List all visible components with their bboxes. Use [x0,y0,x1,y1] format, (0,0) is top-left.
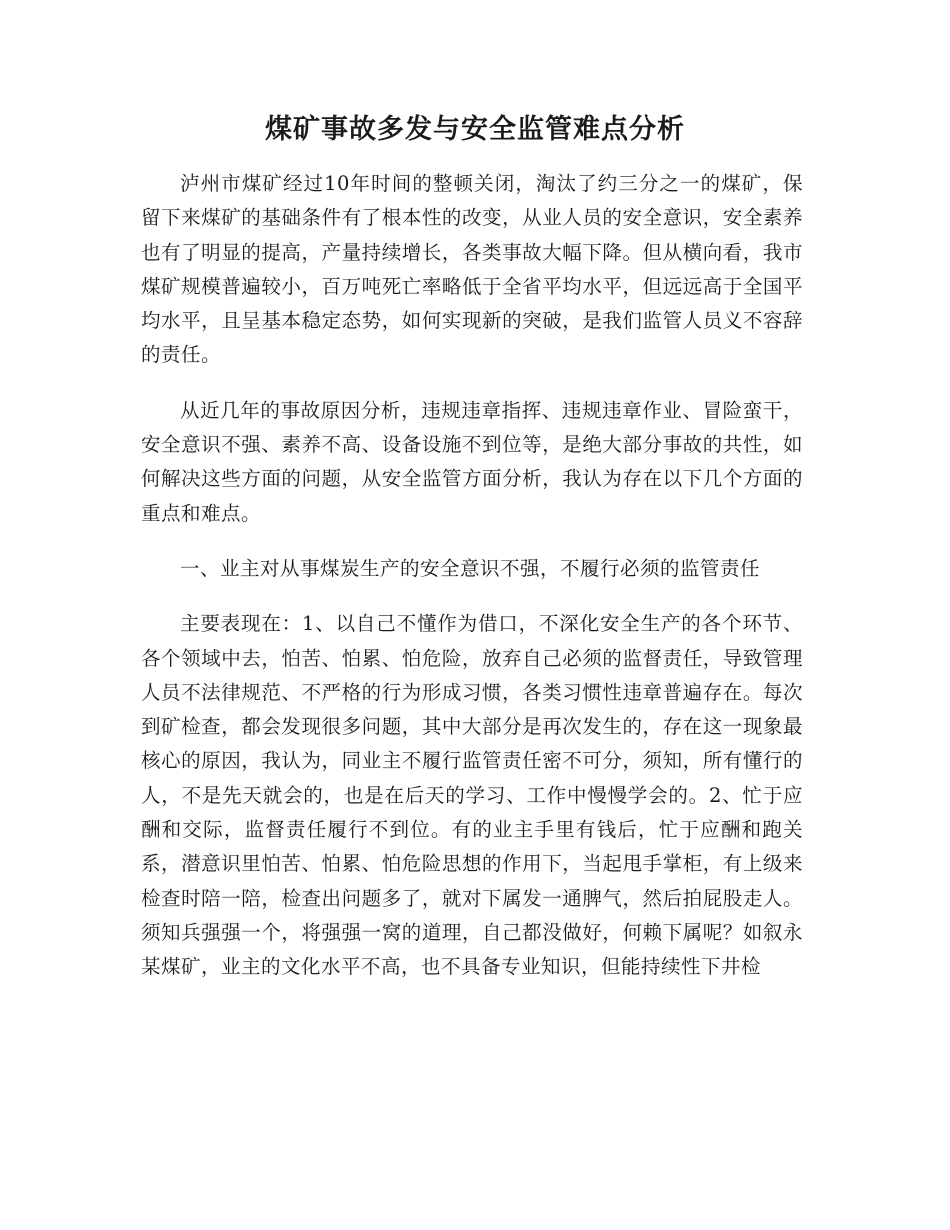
section-heading-one: 一、业主对从事煤炭生产的安全意识不强，不履行必须的监管责任 [180,556,761,580]
paragraph-causes: 从近几年的事故原因分析，违规违章指挥、违规违章作业、冒险蛮干，安全意识不强、素养不高、设备设施不到位等，是绝大部分事故的共性，如何解决这些方面的问题，从安全监管方面分析，我认为存在以下几个方面的重点和难点。 [141,398,803,525]
document-body [141,167,803,1006]
document-title: 煤矿事故多发与安全监管难点分析 [265,114,685,145]
paragraph-manifestations: 主要表现在：1、以自己不懂作为借口，不深化安全生产的各个环节、各个领域中去，怕苦、怕累、怕危险，放弃自己必须的监督责任，导致管理人员不法律规范、不严格的行为形成习惯，各类习惯性违章普遍存在。每次到矿检查，都会发现很多问题，其中大部分是再次发生的，存在这一现象最核心的原因，我认为，同业主不履行监管责任密不可分，须知，所有懂行的人，不是先天就会的，也是在后天的学习、工作中慢慢学会的。2、忙于应酬和交际，监督责任履行不到位。有的业主手里有钱后，忙于应酬和跑关系，潜意识里怕苦、怕累、怕危险思想的作用下，当起甩手掌柜，有上级来检查时陪一陪，检查出问题多了，就对下属发一通脾气，然后拍屁股走人。须知兵强强一个，将强强一窝的道理，自己都没做好，何赖下属呢？如叙永某煤矿，业主的文化水平不高，也不具备专业知识，但能持续性下井检 [141,612,803,979]
paragraph-intro: 泸州市煤矿经过10年时间的整顿关闭，淘汰了约三分之一的煤矿，保留下来煤矿的基础条件有了根本性的改变，从业人员的安全意识，安全素养也有了明显的提高，产量持续增长，各类事故大幅下降。但从横向看，我市煤矿规模普遍较小，百万吨死亡率略低于全省平均水平，但远远高于全国平均水平，且呈基本稳定态势，如何实现新的突破，是我们监管人员义不容辞的责任。 [141,172,803,367]
